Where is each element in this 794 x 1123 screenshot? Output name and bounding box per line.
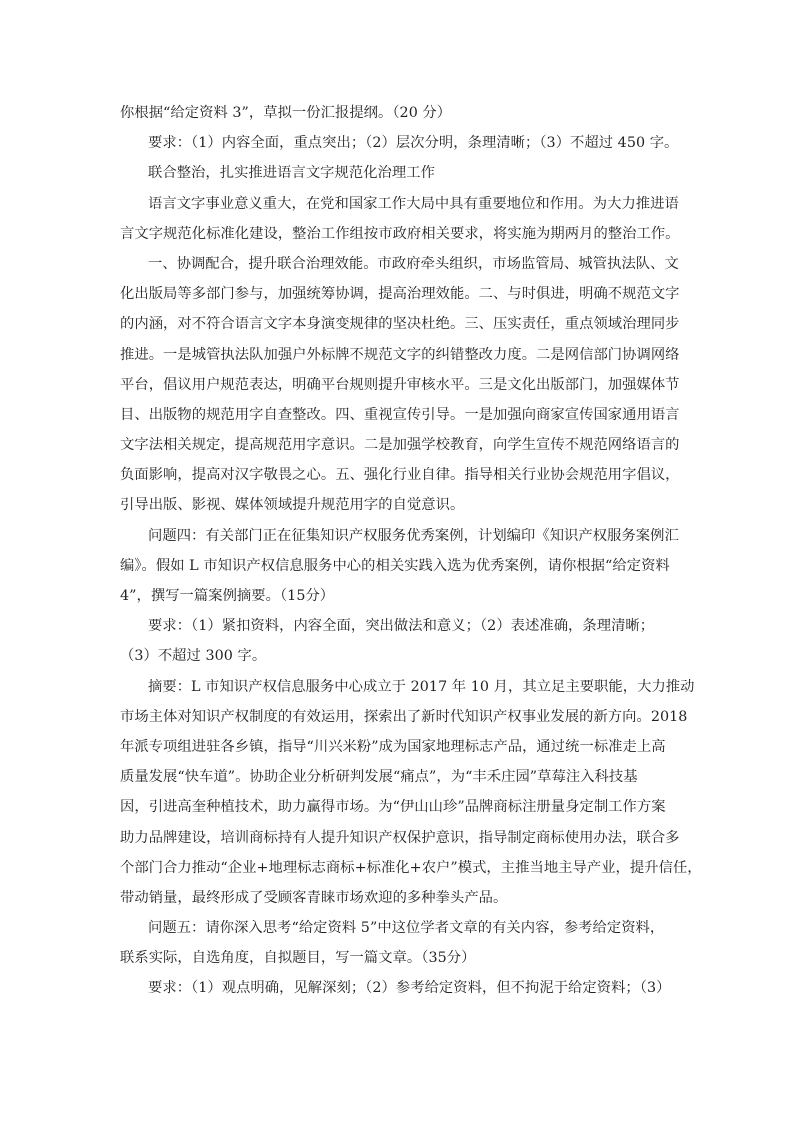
text-line: 因，引进高奎种植技术，助力赢得市场。为“伊山山珍”品牌商标注册量身定制工作方案 (120, 799, 666, 816)
text-line: 的内涵，对不符合语言文字本身演变规律的坚决杜绝。三、压实责任，重点领域治理同步 (120, 316, 680, 333)
text-line: 要求：（1）观点明确，见解深刻；（2）参考给定资料，但不拘泥于给定资料；（3） (148, 980, 671, 997)
text-line: 负面影响，提高对汉字敬畏之心。五、强化行业自律。指导相关行业协会规范用字倡议， (120, 467, 680, 484)
text-line: 问题四：有关部门正在征集知识产权服务优秀案例，计划编印《知识产权服务案例汇 (148, 527, 679, 544)
text-line: 编》。假如 L 市知识产权信息服务中心的相关实践入选为优秀案例，请你根据“给定资料 (120, 557, 670, 574)
text-line: 市场主体对知识产权制度的有效运用，探索出了新时代知识产权事业发展的新方向。2018 (120, 708, 688, 725)
text-line: 问题五：请你深入思考“给定资料 5”中这位学者文章的有关内容，参考给定资料， (148, 920, 665, 937)
text-line: 目、出版物的规范用字自查整改。四、重视宣传引导。一是加强向商家宣传国家通用语言 (120, 406, 680, 423)
text-line: 平台，倡议用户规范表达，明确平台规则提升审核水平。三是文化出版部门，加强媒体节 (120, 376, 680, 393)
text-line: 联合整治，扎实推进语言文字规范化治理工作 (148, 165, 435, 182)
document-page (120, 98, 702, 1004)
text-line: 摘要：L 市知识产权信息服务中心成立于 2017 年 10 月，其立足主要职能，大力推动 (148, 678, 695, 695)
text-line: 文字法相关规定，提高规范用字意识。二是加强学校教育，向学生宣传不规范网络语言的 (120, 437, 680, 454)
text-line: 语言文字事业意义重大，在党和国家工作大局中具有重要地位和作用。为大力推进语 (148, 195, 679, 212)
text-line: 助力品牌建设，培训商标持有人提升知识产权保护意识，指导制定商标使用办法，联合多 (120, 829, 680, 846)
text-line: 化出版局等多部门参与，加强统筹协调，提高治理效能。二、与时俱进，明确不规范文字 (120, 286, 680, 303)
text-line: （3）不超过 300 字。 (120, 648, 267, 665)
text-line: 年派专项组进驻各乡镇，指导“川兴米粉”成为国家地理标志产品，通过统一标准走上高 (120, 738, 666, 755)
text-line: 个部门合力推动“企业+地理标志商标+标准化+农户”模式，主推当地主导产业，提升信任， (120, 859, 702, 876)
text-line: 质量发展“快车道”。协助企业分析研判发展“痛点”，为“丰禾庄园”草莓注入科技基 (120, 769, 638, 786)
text-line: 带动销量，最终形成了受顾客青睐市场欢迎的多种拳头产品。 (120, 889, 508, 906)
text-line: 联系实际，自选角度，自拟题目，写一篇文章。（35分） (120, 950, 476, 967)
text-line: 言文字规范化标准化建设，整治工作组按市政府相关要求，将实施为期两月的整治工作。 (120, 225, 680, 242)
text-line: 要求：（1）紧扣资料，内容全面，突出做法和意义；（2）表述准确，条理清晰； (148, 618, 655, 635)
text-line: 你根据“给定资料 3”，草拟一份汇报提纲。（20 分） (120, 105, 452, 121)
text-line: 一、协调配合，提升联合治理效能。市政府牵头组织，市场监管局、城管执法队、文 (148, 255, 679, 272)
text-line: 要求：（1）内容全面，重点突出；（2）层次分明，条理清晰；（3）不超过 450 字。 (148, 135, 679, 152)
text-line: 引导出版、影视、媒体领域提升规范用字的自觉意识。 (120, 497, 465, 514)
text-line: 推进。一是城管执法队加强户外标牌不规范文字的纠错整改力度。二是网信部门协调网络 (120, 346, 680, 363)
text-line: 4”，撰写一篇案例摘要。（15分） (120, 588, 335, 604)
